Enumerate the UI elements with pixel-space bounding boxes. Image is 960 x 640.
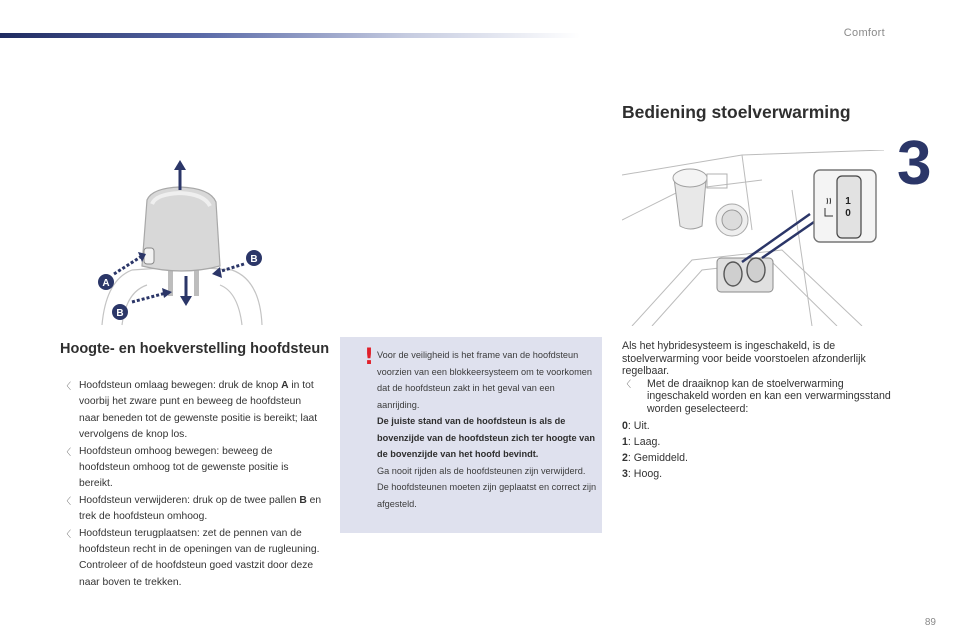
svg-text:0: 0	[845, 208, 851, 219]
list-item: 0: Uit.	[622, 420, 650, 432]
headrest-illustration	[92, 160, 272, 328]
chapter-number: 3	[897, 129, 932, 198]
svg-text:B: B	[250, 254, 258, 265]
list-item: 2: Gemiddeld.	[622, 452, 688, 464]
list-item: 〈 Hoofdsteun omlaag bewegen: druk de knop A in tot voorbij het zware punt en beweeg de hoofdsteun naar beneden tot de gewenste positie is bereikt; laat vervolgens de knop los.	[62, 380, 318, 441]
headrest-instructions-list	[62, 378, 324, 591]
seat-heating-console-illustration	[622, 150, 884, 326]
seat-heating-knobs	[717, 258, 773, 292]
warning-paragraph: Voor de veiligheid is het frame van de hoofdsteun voorzien van een blokkeersysteem om te voorkomen dat de hoofdsteun zakt in het geval van een aanrijding.	[377, 350, 592, 410]
callout-b-lower-badge	[112, 304, 128, 320]
list-item: 〈 Hoofdsteun omhoog bewegen: beweeg de hoofdsteun omhoog tot de gewenste positie is bereikt.	[62, 445, 289, 490]
svg-text:B: B	[116, 308, 124, 319]
warning-text	[377, 347, 599, 512]
section-label: Comfort	[843, 27, 885, 39]
list-item: 1: Laag.	[622, 436, 661, 448]
list-item: 3: Hoog.	[622, 468, 663, 480]
seat-heating-intro: Als het hybridesysteem is ingeschakeld, is de stoelverwarming voor beide voorstoelen afzonderlijk regelbaar.	[622, 340, 866, 377]
heating-levels-list	[622, 418, 688, 482]
bullet-icon: 〈	[62, 381, 72, 391]
callout-b-upper-badge	[246, 250, 262, 266]
seat-heating-text	[622, 340, 892, 415]
warning-paragraph-bold: De juiste stand van de hoofdsteun is als de bovenzijde van de hoofdsteun zich ter hoogte van de bovenzijde van het hoofd bevindt.	[377, 416, 595, 459]
knob-detail-inset	[814, 170, 876, 242]
warning-paragraph: Ga nooit rijden als de hoofdsteunen zijn verwijderd. De hoofdsteunen moeten zijn geplaatst en correct zijn afgesteld.	[377, 465, 597, 509]
list-item: 〈 Hoofdsteun terugplaatsen: zet de pennen van de hoofdsteun recht in de openingen van de rugleuning. Controleer of de hoofdsteun goed vastzit door deze naar boven te trekken.	[62, 527, 320, 588]
bullet-icon: 〈	[622, 378, 632, 389]
bullet-icon: 〈	[62, 446, 72, 457]
bullet-icon: 〈	[62, 495, 72, 506]
arrow-down-icon	[180, 276, 192, 306]
svg-text:A: A	[102, 278, 110, 289]
list-item: 〈 Met de draaiknop kan de stoelverwarming ingeschakeld worden en kan een verwarmingsstand worden geselecteerd:	[622, 377, 891, 415]
bullet-icon: 〈	[62, 528, 72, 539]
callout-a-badge	[98, 274, 114, 290]
svg-text:1: 1	[845, 196, 851, 207]
arrow-up-icon	[174, 160, 186, 190]
list-item: 〈 Hoofdsteun verwijderen: druk op de twee pallen B en trek de hoofdsteun omhoog.	[62, 494, 322, 523]
header-gradient-bar	[0, 33, 580, 38]
warning-exclamation-icon: !	[364, 345, 375, 370]
headrest-section-title: Hoogte- en hoekverstelling hoofdsteun	[60, 341, 330, 357]
seat-heating-title: Bediening stoelverwarming	[622, 102, 851, 122]
page-number: 89	[924, 617, 936, 628]
warning-box	[340, 337, 602, 533]
